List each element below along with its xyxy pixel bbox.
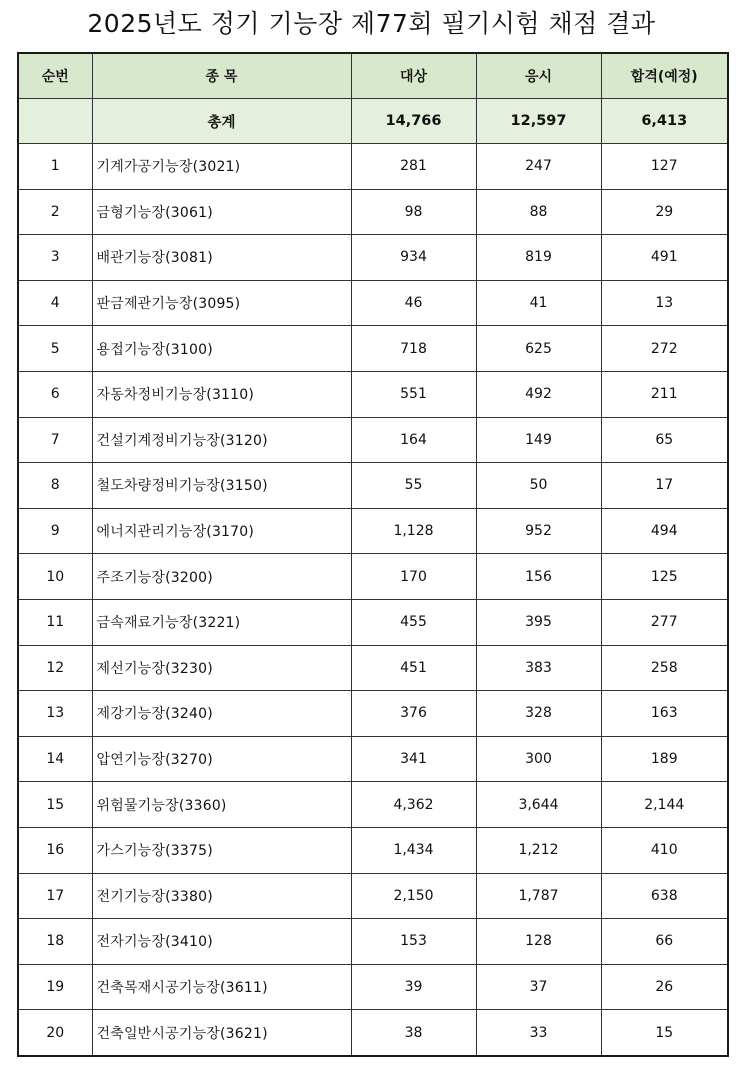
total-label: 총계 (92, 99, 351, 144)
target-count-cell: 39 (351, 964, 476, 1010)
item-name-cell: 전기기능장(3380) (92, 873, 351, 919)
row-number-cell: 2 (18, 189, 92, 235)
row-number-cell: 13 (18, 691, 92, 737)
passed-count-cell: 494 (601, 508, 728, 554)
row-number-cell: 19 (18, 964, 92, 1010)
target-count-cell: 2,150 (351, 873, 476, 919)
row-number-cell: 1 (18, 144, 92, 190)
passed-count-cell: 66 (601, 919, 728, 965)
applied-count-cell: 819 (476, 235, 601, 281)
table-row (18, 326, 728, 372)
table-row (18, 964, 728, 1010)
target-count-cell: 281 (351, 144, 476, 190)
row-number-cell: 6 (18, 371, 92, 417)
item-name-cell: 금형기능장(3061) (92, 189, 351, 235)
table-row (18, 736, 728, 782)
results-table (17, 52, 729, 1057)
passed-count-cell: 258 (601, 645, 728, 691)
header-applied: 응시 (476, 53, 601, 99)
applied-count-cell: 247 (476, 144, 601, 190)
target-count-cell: 1,128 (351, 508, 476, 554)
passed-count-cell: 17 (601, 463, 728, 509)
total-no-cell (18, 99, 92, 144)
table-row (18, 280, 728, 326)
applied-count-cell: 952 (476, 508, 601, 554)
passed-count-cell: 272 (601, 326, 728, 372)
table-row (18, 144, 728, 190)
item-name-cell: 제강기능장(3240) (92, 691, 351, 737)
item-name-cell: 기계가공기능장(3021) (92, 144, 351, 190)
target-count-cell: 451 (351, 645, 476, 691)
table-row (18, 508, 728, 554)
header-row (18, 53, 728, 99)
table-row (18, 919, 728, 965)
applied-count-cell: 33 (476, 1010, 601, 1056)
row-number-cell: 15 (18, 782, 92, 828)
row-number-cell: 9 (18, 508, 92, 554)
row-number-cell: 17 (18, 873, 92, 919)
header-item: 종 목 (92, 53, 351, 99)
applied-count-cell: 1,787 (476, 873, 601, 919)
table-row (18, 554, 728, 600)
row-number-cell: 4 (18, 280, 92, 326)
passed-count-cell: 26 (601, 964, 728, 1010)
table-row (18, 1010, 728, 1056)
passed-count-cell: 189 (601, 736, 728, 782)
passed-count-cell: 65 (601, 417, 728, 463)
item-name-cell: 건축목재시공기능장(3611) (92, 964, 351, 1010)
item-name-cell: 배관기능장(3081) (92, 235, 351, 281)
target-count-cell: 455 (351, 599, 476, 645)
row-number-cell: 5 (18, 326, 92, 372)
passed-count-cell: 410 (601, 827, 728, 873)
applied-count-cell: 492 (476, 371, 601, 417)
item-name-cell: 에너지관리기능장(3170) (92, 508, 351, 554)
passed-count-cell: 127 (601, 144, 728, 190)
target-count-cell: 98 (351, 189, 476, 235)
target-count-cell: 153 (351, 919, 476, 965)
applied-count-cell: 300 (476, 736, 601, 782)
header-no: 순번 (18, 53, 92, 99)
item-name-cell: 건설기계정비기능장(3120) (92, 417, 351, 463)
applied-count-cell: 41 (476, 280, 601, 326)
table-row (18, 827, 728, 873)
row-number-cell: 10 (18, 554, 92, 600)
total-target: 14,766 (351, 99, 476, 144)
item-name-cell: 제선기능장(3230) (92, 645, 351, 691)
table-row (18, 417, 728, 463)
table-row (18, 463, 728, 509)
target-count-cell: 38 (351, 1010, 476, 1056)
applied-count-cell: 328 (476, 691, 601, 737)
total-applied: 12,597 (476, 99, 601, 144)
total-passed: 6,413 (601, 99, 728, 144)
passed-count-cell: 15 (601, 1010, 728, 1056)
item-name-cell: 전자기능장(3410) (92, 919, 351, 965)
table-row (18, 599, 728, 645)
target-count-cell: 164 (351, 417, 476, 463)
row-number-cell: 7 (18, 417, 92, 463)
passed-count-cell: 163 (601, 691, 728, 737)
passed-count-cell: 491 (601, 235, 728, 281)
total-row (18, 99, 728, 144)
item-name-cell: 가스기능장(3375) (92, 827, 351, 873)
row-number-cell: 18 (18, 919, 92, 965)
applied-count-cell: 383 (476, 645, 601, 691)
passed-count-cell: 13 (601, 280, 728, 326)
item-name-cell: 금속재료기능장(3221) (92, 599, 351, 645)
applied-count-cell: 50 (476, 463, 601, 509)
item-name-cell: 압연기능장(3270) (92, 736, 351, 782)
applied-count-cell: 1,212 (476, 827, 601, 873)
page-title: 2025년도 정기 기능장 제77회 필기시험 채점 결과 (87, 9, 656, 38)
applied-count-cell: 88 (476, 189, 601, 235)
target-count-cell: 170 (351, 554, 476, 600)
target-count-cell: 934 (351, 235, 476, 281)
row-number-cell: 20 (18, 1010, 92, 1056)
applied-count-cell: 395 (476, 599, 601, 645)
target-count-cell: 1,434 (351, 827, 476, 873)
passed-count-cell: 211 (601, 371, 728, 417)
header-passed: 합격(예정) (601, 53, 728, 99)
table-row (18, 691, 728, 737)
applied-count-cell: 37 (476, 964, 601, 1010)
passed-count-cell: 638 (601, 873, 728, 919)
item-name-cell: 위험물기능장(3360) (92, 782, 351, 828)
row-number-cell: 11 (18, 599, 92, 645)
target-count-cell: 376 (351, 691, 476, 737)
item-name-cell: 건축일반시공기능장(3621) (92, 1010, 351, 1056)
row-number-cell: 3 (18, 235, 92, 281)
applied-count-cell: 128 (476, 919, 601, 965)
header-target: 대상 (351, 53, 476, 99)
target-count-cell: 341 (351, 736, 476, 782)
table-row (18, 189, 728, 235)
item-name-cell: 판금제관기능장(3095) (92, 280, 351, 326)
item-name-cell: 용접기능장(3100) (92, 326, 351, 372)
passed-count-cell: 125 (601, 554, 728, 600)
target-count-cell: 46 (351, 280, 476, 326)
applied-count-cell: 3,644 (476, 782, 601, 828)
table-row (18, 782, 728, 828)
target-count-cell: 551 (351, 371, 476, 417)
row-number-cell: 14 (18, 736, 92, 782)
target-count-cell: 718 (351, 326, 476, 372)
item-name-cell: 자동차정비기능장(3110) (92, 371, 351, 417)
table-row (18, 235, 728, 281)
row-number-cell: 16 (18, 827, 92, 873)
item-name-cell: 철도차량정비기능장(3150) (92, 463, 351, 509)
applied-count-cell: 625 (476, 326, 601, 372)
row-number-cell: 8 (18, 463, 92, 509)
passed-count-cell: 29 (601, 189, 728, 235)
table-row (18, 371, 728, 417)
applied-count-cell: 156 (476, 554, 601, 600)
applied-count-cell: 149 (476, 417, 601, 463)
target-count-cell: 4,362 (351, 782, 476, 828)
target-count-cell: 55 (351, 463, 476, 509)
row-number-cell: 12 (18, 645, 92, 691)
table-row (18, 873, 728, 919)
table-row (18, 645, 728, 691)
item-name-cell: 주조기능장(3200) (92, 554, 351, 600)
passed-count-cell: 277 (601, 599, 728, 645)
passed-count-cell: 2,144 (601, 782, 728, 828)
